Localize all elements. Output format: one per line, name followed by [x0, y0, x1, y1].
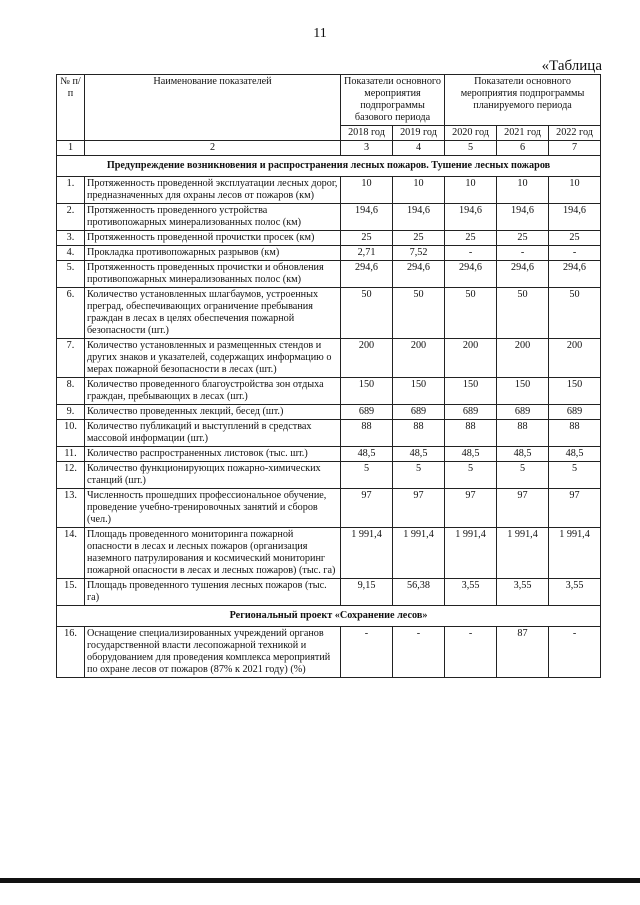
row-number: 3. [57, 231, 85, 246]
indicator-value: 150 [341, 378, 393, 405]
indicator-value: 689 [393, 405, 445, 420]
indicator-value: 25 [445, 231, 497, 246]
header-index: 1 [57, 141, 85, 156]
indicator-value: 2,71 [341, 246, 393, 261]
indicator-value: 689 [497, 405, 549, 420]
indicator-value: 689 [549, 405, 601, 420]
header-index: 2 [85, 141, 341, 156]
indicator-value: 3,55 [445, 579, 497, 606]
table-row [57, 204, 601, 231]
header-index: 6 [497, 141, 549, 156]
header-base-period: Показатели основного мероприятия подпрограммы базового периода [341, 75, 445, 126]
indicator-value: 50 [549, 288, 601, 339]
indicator-value: 97 [549, 489, 601, 528]
table-row [57, 627, 601, 678]
indicator-value: 25 [497, 231, 549, 246]
indicator-value: 200 [549, 339, 601, 378]
table-caption: «Таблица [541, 58, 602, 74]
row-number: 1. [57, 177, 85, 204]
row-number: 6. [57, 288, 85, 339]
section-title: Предупреждение возникновения и распространения лесных пожаров. Тушение лесных пожаров [57, 156, 601, 177]
row-number: 2. [57, 204, 85, 231]
table-row [57, 177, 601, 204]
indicator-value: 194,6 [549, 204, 601, 231]
indicator-value: 3,55 [549, 579, 601, 606]
indicator-value: 97 [497, 489, 549, 528]
indicator-name: Количество проведенного благоустройства зон отдыха граждан, пребывающих в лесах (шт.) [85, 378, 341, 405]
row-number: 13. [57, 489, 85, 528]
header-year: 2020 год [445, 126, 497, 141]
table-row [57, 378, 601, 405]
table-row [57, 462, 601, 489]
indicator-value: 10 [445, 177, 497, 204]
table-row [57, 288, 601, 339]
indicator-value: - [445, 627, 497, 678]
indicator-name: Площадь проведенного тушения лесных пожаров (тыс. га) [85, 579, 341, 606]
indicator-value: 689 [341, 405, 393, 420]
page-number: 11 [313, 26, 327, 41]
indicator-value: 294,6 [445, 261, 497, 288]
indicator-value: 88 [393, 420, 445, 447]
table-row [57, 339, 601, 378]
table-row [57, 261, 601, 288]
indicator-value: 194,6 [445, 204, 497, 231]
indicator-name: Количество установленных шлагбаумов, устроенных преград, обеспечивающих ограничение пребывания граждан в лесах в целях обеспечения пожарной безопасности (шт.) [85, 288, 341, 339]
indicator-value: 5 [497, 462, 549, 489]
indicator-value: - [341, 627, 393, 678]
indicator-value: 88 [497, 420, 549, 447]
indicator-value: 294,6 [549, 261, 601, 288]
indicator-value: 48,5 [497, 447, 549, 462]
indicator-value: - [445, 246, 497, 261]
indicator-value: 200 [445, 339, 497, 378]
indicator-name: Количество функционирующих пожарно-химических станций (шт.) [85, 462, 341, 489]
indicator-value: - [393, 627, 445, 678]
indicator-value: 150 [549, 378, 601, 405]
indicator-value: 9,15 [341, 579, 393, 606]
row-number: 15. [57, 579, 85, 606]
indicator-value: 5 [341, 462, 393, 489]
table-row [57, 231, 601, 246]
indicator-value: 25 [549, 231, 601, 246]
indicator-name: Количество распространенных листовок (тыс. шт.) [85, 447, 341, 462]
indicator-value: - [549, 246, 601, 261]
table-body [57, 156, 601, 678]
indicator-value: 150 [497, 378, 549, 405]
indicator-value: 88 [445, 420, 497, 447]
indicator-value: 87 [497, 627, 549, 678]
row-number: 12. [57, 462, 85, 489]
row-number: 16. [57, 627, 85, 678]
row-number: 14. [57, 528, 85, 579]
indicator-name: Количество публикаций и выступлений в средствах массовой информации (шт.) [85, 420, 341, 447]
indicator-value: 150 [445, 378, 497, 405]
indicator-value: 50 [341, 288, 393, 339]
indicator-value: 48,5 [549, 447, 601, 462]
section-header-row [57, 606, 601, 627]
table-row [57, 447, 601, 462]
indicator-value: - [497, 246, 549, 261]
header-year: 2022 год [549, 126, 601, 141]
indicator-value: 25 [341, 231, 393, 246]
indicator-name: Количество установленных и размещенных стендов и других знаков и указателей, содержащих информацию о мерах пожарной безопасности в лесах (шт.) [85, 339, 341, 378]
header-year: 2021 год [497, 126, 549, 141]
indicator-value: 97 [393, 489, 445, 528]
table-row [57, 246, 601, 261]
header-year: 2019 год [393, 126, 445, 141]
indicator-value: 88 [341, 420, 393, 447]
indicator-value: 689 [445, 405, 497, 420]
scan-edge-bar [0, 878, 640, 883]
indicator-name: Площадь проведенного мониторинга пожарной опасности в лесах и лесных пожаров (организация наземного патрулирования и космический мониторинг пожарной опасности в лесах и лесных пожаров) (тыс. га) [85, 528, 341, 579]
row-number: 5. [57, 261, 85, 288]
indicator-value: - [549, 627, 601, 678]
indicator-value: 1 991,4 [549, 528, 601, 579]
table-row [57, 528, 601, 579]
indicator-value: 200 [497, 339, 549, 378]
indicator-value: 7,52 [393, 246, 445, 261]
indicator-value: 48,5 [445, 447, 497, 462]
header-num: № п/п [57, 75, 85, 141]
indicator-value: 10 [549, 177, 601, 204]
indicator-value: 56,38 [393, 579, 445, 606]
indicator-value: 200 [393, 339, 445, 378]
indicator-value: 10 [497, 177, 549, 204]
indicator-value: 48,5 [393, 447, 445, 462]
section-title: Региональный проект «Сохранение лесов» [57, 606, 601, 627]
indicator-value: 294,6 [341, 261, 393, 288]
indicator-value: 3,55 [497, 579, 549, 606]
indicator-value: 10 [341, 177, 393, 204]
header-index: 7 [549, 141, 601, 156]
indicator-value: 88 [549, 420, 601, 447]
header-index: 4 [393, 141, 445, 156]
indicator-name: Протяженность проведенного устройства противопожарных минерализованных полос (км) [85, 204, 341, 231]
indicator-value: 50 [445, 288, 497, 339]
header-index: 5 [445, 141, 497, 156]
indicator-name: Оснащение специализированных учреждений органов государственной власти лесопожарной техникой и оборудованием для проведения комплекса мероприятий по охране лесов от пожаров (87% к 2021 году) (%) [85, 627, 341, 678]
indicator-value: 294,6 [497, 261, 549, 288]
row-number: 10. [57, 420, 85, 447]
table-row [57, 420, 601, 447]
indicator-value: 25 [393, 231, 445, 246]
indicator-value: 10 [393, 177, 445, 204]
header-index: 3 [341, 141, 393, 156]
indicator-value: 48,5 [341, 447, 393, 462]
indicator-value: 1 991,4 [341, 528, 393, 579]
indicators-table [56, 74, 601, 678]
indicator-name: Прокладка противопожарных разрывов (км) [85, 246, 341, 261]
indicator-value: 5 [549, 462, 601, 489]
indicator-name: Протяженность проведенной прочистки просек (км) [85, 231, 341, 246]
indicator-value: 5 [445, 462, 497, 489]
indicator-value: 97 [341, 489, 393, 528]
indicator-value: 200 [341, 339, 393, 378]
row-number: 11. [57, 447, 85, 462]
indicator-value: 1 991,4 [393, 528, 445, 579]
indicator-value: 1 991,4 [445, 528, 497, 579]
indicator-value: 194,6 [393, 204, 445, 231]
indicator-name: Количество проведенных лекций, бесед (шт.) [85, 405, 341, 420]
indicator-name: Протяженность проведенной эксплуатации лесных дорог, предназначенных для охраны лесов от пожаров (км) [85, 177, 341, 204]
row-number: 8. [57, 378, 85, 405]
row-number: 4. [57, 246, 85, 261]
indicator-value: 50 [393, 288, 445, 339]
indicator-value: 194,6 [341, 204, 393, 231]
header-name: Наименование показателей [85, 75, 341, 141]
indicator-value: 150 [393, 378, 445, 405]
indicator-value: 97 [445, 489, 497, 528]
indicator-value: 50 [497, 288, 549, 339]
row-number: 9. [57, 405, 85, 420]
indicator-value: 194,6 [497, 204, 549, 231]
indicator-value: 5 [393, 462, 445, 489]
indicator-name: Протяженность проведенных прочистки и обновления противопожарных минерализованных полос (км) [85, 261, 341, 288]
section-header-row [57, 156, 601, 177]
indicator-name: Численность прошедших профессиональное обучение, проведение учебно-тренировочных занятий и сборов (чел.) [85, 489, 341, 528]
header-plan-period: Показатели основного мероприятия подпрограммы планируемого периода [445, 75, 601, 126]
table-row [57, 405, 601, 420]
table-row [57, 579, 601, 606]
indicator-value: 1 991,4 [497, 528, 549, 579]
row-number: 7. [57, 339, 85, 378]
indicator-value: 294,6 [393, 261, 445, 288]
header-year: 2018 год [341, 126, 393, 141]
table-row [57, 489, 601, 528]
